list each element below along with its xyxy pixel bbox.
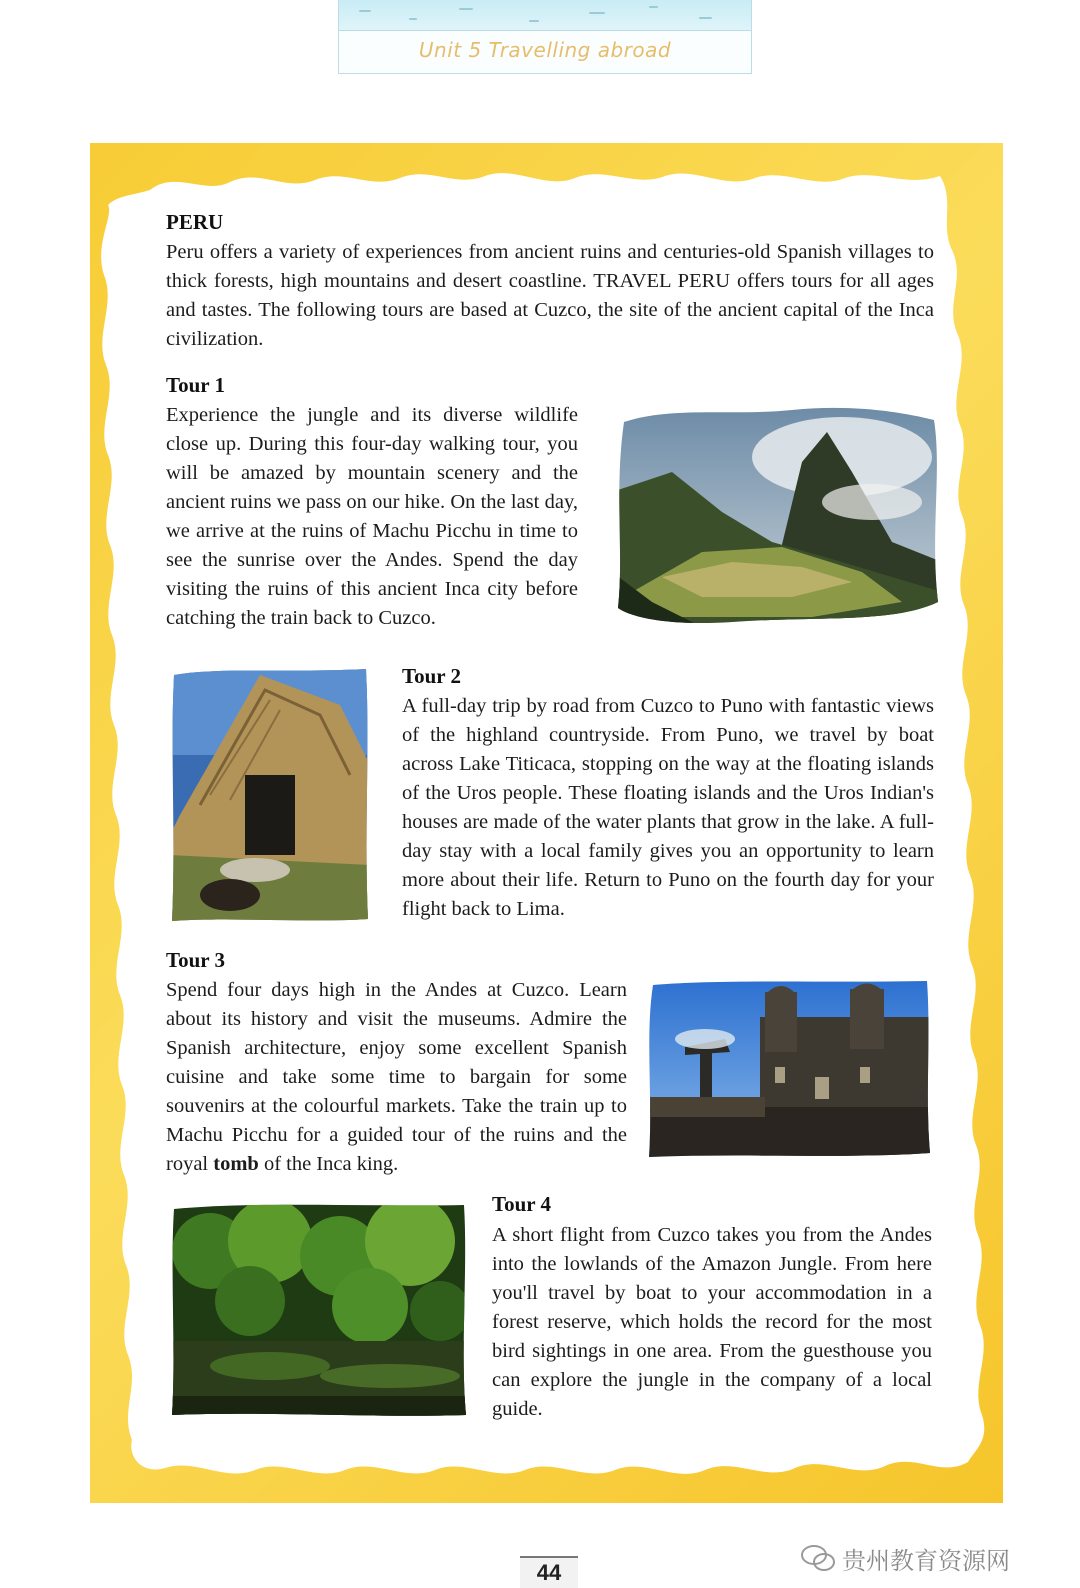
peru-intro-text: Peru offers a variety of experiences from ancient ruins and centuries-old Spanish villages to thick forests, high mountains and desert coastline. TRAVEL PERU offers tours for all ages and tastes. The following tours are based at Cuzco, the site of the ancient capital of the Inca civilization.	[166, 241, 934, 350]
peru-heading: PERU	[166, 210, 224, 234]
wechat-icon	[800, 1543, 836, 1573]
tour-3-text	[166, 976, 627, 1179]
cuzco-cathedral-photo	[645, 977, 932, 1159]
unit-title: Unit 5 Travelling abroad	[418, 38, 672, 62]
machu-picchu-photo	[612, 402, 942, 627]
watermark	[800, 1540, 1010, 1576]
tour-3-heading: Tour 3	[166, 948, 225, 972]
tour-3-text-before: Spend four days high in the Andes at Cuzco. Learn about its history and visit the museums. Admire the Spanish architecture, enjoy some excellent Spanish cuisine and take some time to bargain for some souvenirs at the colourful markets. Take the train up to Machu Picchu for a guided tour of the ruins and the royal	[166, 979, 627, 1175]
tour-2-text: A full-day trip by road from Cuzco to Puno with fantastic views of the highland countryside. From Puno, we travel by boat across Lake Titicaca, stopping on the way at the floating islands of the Uros people. These floating islands and the Uros Indian's houses are made of the water plants that grow in the lake. A full-day stay with a local family gives you an opportunity to learn more about their life. Return to Puno on the fourth day for your flight back to Lima.	[402, 695, 934, 920]
reed-house-photo	[170, 665, 370, 923]
tour-3-text-after: of the Inca king.	[258, 1153, 399, 1175]
page-number: 44	[520, 1556, 578, 1588]
tour-3-bold-word: tomb	[213, 1153, 259, 1175]
tour-4-text: A short flight from Cuzco takes you from the Andes into the lowlands of the Amazon Jungle. From here you'll travel by boat to your accommodation in a forest reserve, which holds the record for the most bird sightings in one area. From the guesthouse you can explore the jungle in the company of a local guide.	[492, 1224, 932, 1420]
tour-1-text: Experience the jungle and its diverse wildlife close up. During this four-day walking tour, you will be amazed by mountain scenery and the ancient ruins we pass on our hike. On the last day, we arrive at the ruins of Machu Picchu in time to see the sunrise over the Andes. Spend the day visiting the ruins of this ancient Inca city before catching the train back to Cuzco.	[166, 404, 578, 629]
watermark-text: 贵州教育资源网	[842, 1546, 1010, 1575]
amazon-jungle-photo	[170, 1201, 468, 1418]
tour-1-heading: Tour 1	[166, 373, 225, 397]
tour-2-heading: Tour 2	[402, 664, 461, 688]
tour-4-heading: Tour 4	[492, 1192, 551, 1216]
